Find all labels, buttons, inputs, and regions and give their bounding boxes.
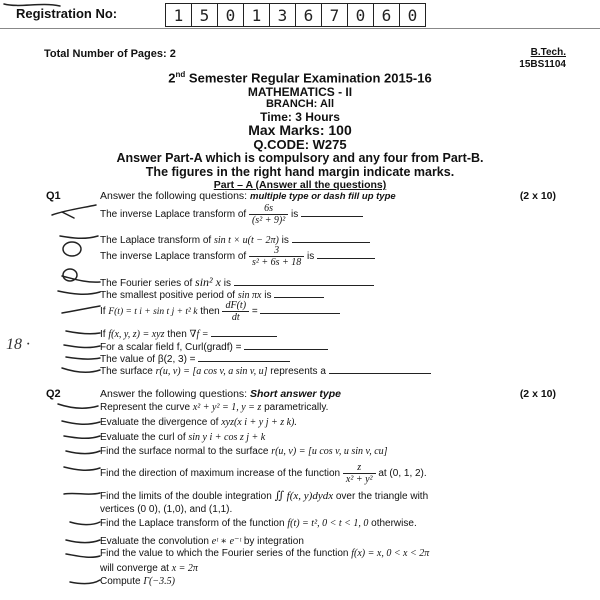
subject: MATHEMATICS - II (247, 85, 353, 99)
reg-digit: 5 (192, 4, 218, 26)
pen-tick (66, 331, 100, 334)
q2-item-j (100, 576, 175, 587)
pen-tick (58, 404, 98, 408)
pen-tick (66, 540, 100, 543)
pen-tick (62, 276, 100, 282)
exam-title-prefix: 2 (168, 70, 176, 86)
q1e-math: sin πx (237, 290, 262, 301)
q1-prompt-text: Answer the following questions: (100, 190, 250, 202)
q1b-text: The Laplace transform of (100, 235, 212, 246)
reg-digit: 6 (296, 4, 322, 26)
instruction-2: The figures in the right hand margin indicate marks. (145, 165, 455, 179)
q2g-post: otherwise. (371, 518, 417, 529)
q2j-text: Compute (100, 576, 141, 587)
pen-tick (62, 212, 74, 218)
pen-tick (66, 554, 100, 557)
q1-item-j (100, 364, 431, 377)
pen-tick (64, 436, 100, 438)
q2-prompt-text: Answer the following questions: (100, 388, 250, 400)
q2g-math: f(t) = t², 0 < t < 1, 0 (287, 518, 369, 529)
program-name: B.Tech. (530, 47, 566, 58)
pen-tick (66, 451, 100, 454)
q1f-text: If (100, 306, 106, 318)
q1-item-f (100, 300, 340, 323)
q1f-mid: then (200, 306, 220, 318)
reg-digit: 6 (374, 4, 400, 26)
q2-item-d (100, 446, 388, 457)
instruction-1: Answer Part-A which is compulsory and any four from Part-B. (116, 151, 484, 165)
answer-blank (292, 233, 370, 243)
answer-blank (260, 304, 340, 314)
reg-digit: 0 (407, 5, 418, 25)
pen-tick (60, 236, 98, 238)
q1f-den: dt (231, 312, 240, 323)
q2f-text: Find the limits of the double integration (100, 491, 272, 502)
q1f-fraction (222, 300, 249, 323)
answer-blank (234, 276, 374, 286)
q2-item-b (100, 417, 297, 428)
q2-item-a (100, 402, 328, 413)
registration-boxes (165, 3, 426, 27)
q1j-post: represents a (270, 366, 326, 377)
exam-title (0, 70, 600, 85)
course-code: 15BS1104 (519, 59, 566, 70)
answer-blank (329, 364, 431, 374)
reg-digit: 1 (166, 4, 192, 26)
pen-tick (64, 467, 100, 470)
part-a-text: Part – A (Answer all the questions) (213, 179, 387, 191)
q1h-text: For a scalar field f, Curl(gradf) = (100, 342, 242, 353)
q2e-num: z (343, 462, 376, 474)
q1-prompt-type: multiple type or dash fill up type (250, 191, 396, 202)
pen-tick (62, 421, 100, 424)
q2b-math: xyz(x i + y j + z k). (221, 417, 297, 428)
q1g-text: If (100, 329, 106, 340)
pen-tick (62, 306, 100, 313)
exam-title-sup: nd (175, 70, 186, 79)
q2c-text: Evaluate the curl of (100, 432, 186, 443)
q2a-post: parametrically. (264, 402, 329, 413)
q1-prompt (100, 190, 396, 202)
branch: BRANCH: All (265, 98, 335, 110)
q1j-text: The surface (100, 366, 153, 377)
pen-circle (63, 242, 81, 256)
pen-tick (62, 368, 100, 372)
pen-tick (70, 522, 100, 525)
pen-tick (66, 357, 100, 359)
registration-label: Registration No: (16, 6, 118, 21)
q1j-math: r(u, v) = [a cos v, a sin v, u] (155, 366, 268, 377)
q2-item-i-line2 (100, 563, 198, 574)
q2-item-f-line2: vertices (0 0), (1,0), and (1,1). (100, 504, 233, 515)
reg-digit: 3 (270, 4, 296, 26)
reg-digit: 0 (218, 4, 244, 26)
max-marks: Max Marks: 100 (248, 122, 352, 138)
q2a-text: Represent the curve (100, 402, 191, 413)
q2-item-f (100, 489, 428, 502)
q1a-post: is (291, 209, 299, 221)
answer-blank (301, 207, 363, 217)
header-rule (0, 28, 600, 29)
q1a-num: 6s (249, 203, 288, 215)
q1d-math: sin² x (195, 275, 221, 289)
course-code-block (519, 47, 566, 71)
q1b-math: sin t × u(t − 2π) (213, 235, 279, 246)
q1f-post: = (251, 306, 258, 318)
q1f-math: F(t) = t i + sin t j + t² k (108, 307, 198, 318)
q2g-text: Find the Laplace transform of the function (100, 518, 285, 529)
q2e-den: x² + y² (345, 474, 373, 485)
reg-digit: 0 (348, 4, 374, 26)
exam-title-rest: Semester Regular Examination 2015-16 (185, 70, 432, 86)
q2-item-h (100, 536, 304, 547)
q2e-post: at (0, 1, 2). (378, 468, 427, 480)
q1b-post: is (281, 235, 289, 246)
q2-item-g (100, 518, 417, 529)
q1g-mid: then (167, 329, 187, 340)
q2i-text: Find the value to which the Fourier series of the function (100, 548, 349, 559)
answer-blank (211, 327, 277, 337)
q1g-math2: ∇f = (189, 329, 209, 340)
answer-blank (274, 288, 324, 298)
q1a-fraction (249, 203, 288, 226)
q2-prompt (100, 388, 341, 400)
q2a-math: x² + y² = 1, y = z (192, 402, 262, 413)
q1c-text: The inverse Laplace transform of (100, 251, 247, 263)
total-pages: Total Number of Pages: 2 (44, 48, 176, 60)
q1g-math: f(x, y, z) = xyz (108, 329, 165, 340)
q1d-post: is (223, 278, 231, 289)
q2h-text: Evaluate the convolution (100, 536, 209, 547)
q2d-text: Find the surface normal to the surface (100, 446, 269, 457)
q1-number: Q1 (46, 190, 61, 202)
pen-tick (70, 580, 100, 584)
q1-item-c (100, 245, 375, 268)
question-code: Q.CODE: W275 (253, 137, 347, 152)
q2f-post: over the triangle with (335, 491, 429, 502)
q1a-den: (s² + 9)² (251, 215, 286, 226)
q2c-math: sin y i + cos z j + k (188, 432, 266, 443)
reg-digit: 7 (322, 4, 348, 26)
q1i-text: The value of β(2, 3) = (100, 354, 196, 365)
q1-item-g (100, 327, 277, 340)
q2i-math: f(x) = x, 0 < x < 2π (351, 548, 430, 559)
q2i-line2-math: x = 2π (171, 563, 198, 574)
q2j-math: Γ(−3.5) (143, 576, 175, 587)
q1c-fraction (249, 245, 304, 268)
answer-blank (198, 352, 290, 362)
q2d-math: r(u, v) = [u cos v, u sin v, cu] (271, 446, 388, 457)
q1d-text: The Fourier series of (100, 278, 193, 289)
pen-tick (58, 291, 100, 294)
q2h-math: eᵗ ∗ e⁻ᵗ (211, 536, 242, 547)
q1e-post: is (264, 290, 272, 301)
q1-marks: (2 x 10) (519, 190, 556, 202)
q1f-num: dF(t) (222, 300, 249, 312)
q2-number: Q2 (46, 388, 61, 400)
q2b-text: Evaluate the divergence of (100, 417, 219, 428)
q2h-post: by integration (243, 536, 304, 547)
q1-item-a (100, 203, 363, 226)
answer-blank (317, 249, 375, 259)
q1e-text: The smallest positive period of (100, 290, 236, 301)
q2-item-e (100, 462, 427, 485)
reg-digit: 1 (244, 4, 270, 26)
pen-tick (64, 345, 100, 348)
q1c-den: s² + 6s + 18 (251, 257, 302, 268)
pen-circle (63, 269, 77, 281)
margin-note: 18 · (6, 336, 30, 353)
q1c-post: is (307, 251, 315, 263)
q2-item-c (100, 432, 265, 443)
q2f-math: ∬ f(x, y)dydx (274, 490, 334, 502)
q1a-text: The inverse Laplace transform of (100, 209, 247, 221)
q2-marks: (2 x 10) (519, 388, 556, 400)
q1c-num: 3 (249, 245, 304, 257)
q2e-fraction (343, 462, 376, 485)
answer-blank (244, 340, 328, 350)
q2e-text: Find the direction of maximum increase of the function (100, 468, 341, 480)
q2-prompt-type: Short answer type (250, 388, 342, 400)
q2i-line2-text: will converge at (100, 563, 169, 574)
pen-tick (64, 493, 100, 494)
exam-time: Time: 3 Hours (260, 110, 340, 124)
pen-tick (52, 205, 96, 215)
q2-item-i (100, 548, 429, 559)
